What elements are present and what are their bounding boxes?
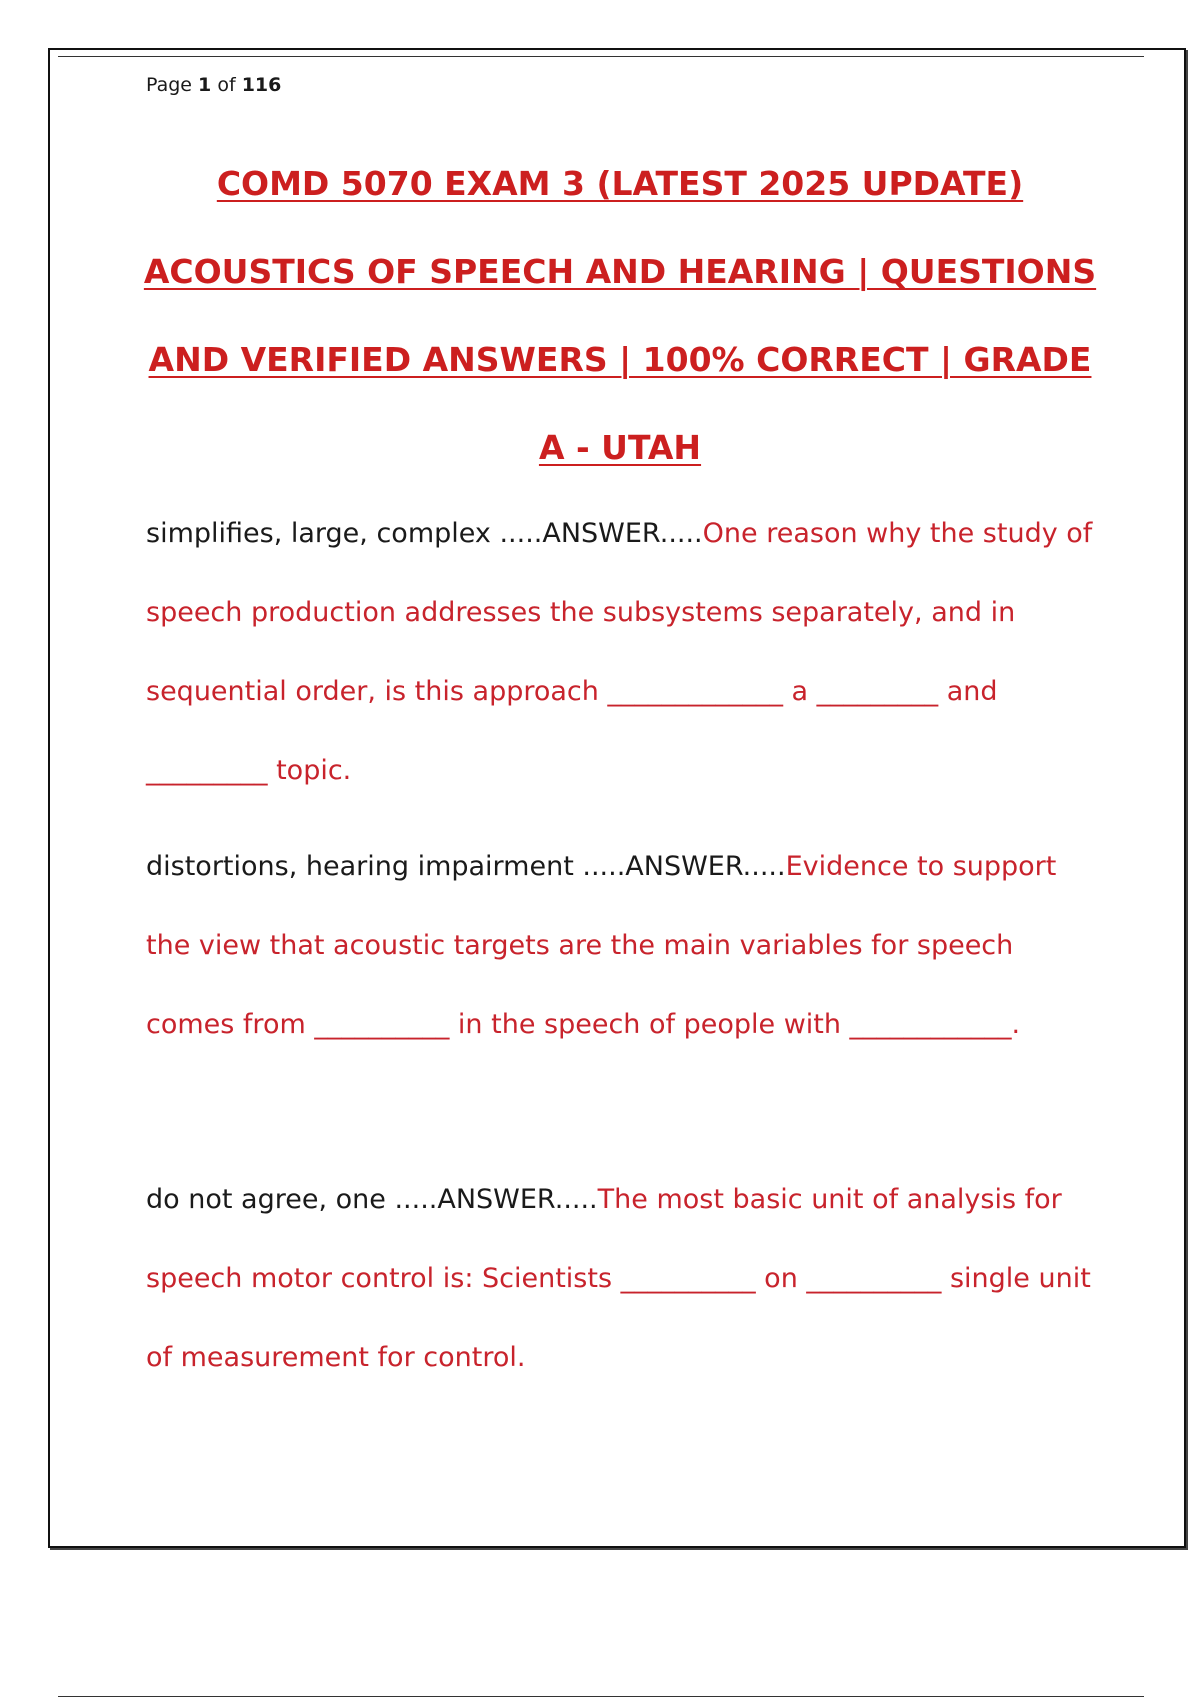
frame-shadow-right xyxy=(1186,50,1188,1550)
qa-item xyxy=(146,494,1096,810)
qa-separator: .....ANSWER..... xyxy=(385,1184,598,1215)
page-current: 1 xyxy=(198,74,212,96)
title-text: A - UTAH xyxy=(538,428,702,467)
qa-separator: .....ANSWER..... xyxy=(490,518,703,549)
page-number xyxy=(146,74,281,96)
title-line xyxy=(100,404,1140,492)
qa-answer: One reason why the study of speech production addresses the subsystems separately, and in sequential order, is this approach _____________ a _________ and _________ topic. xyxy=(146,518,1093,786)
qa-term: simplifies, large, complex xyxy=(146,518,491,549)
title-line xyxy=(100,316,1140,404)
qa-term: do not agree, one xyxy=(146,1184,386,1215)
title-line xyxy=(100,140,1140,228)
title-text: COMD 5070 EXAM 3 (LATEST 2025 UPDATE) xyxy=(216,164,1024,203)
qa-item xyxy=(146,827,1096,1064)
qa-answer: Evidence to support the view that acoustic targets are the main variables for speech comes from __________ in the speech of people with ____________. xyxy=(146,851,1057,1040)
page-label: Page xyxy=(146,74,192,96)
qa-answer: The most basic unit of analysis for speech motor control is: Scientists __________ on __________ single unit of measurement for control. xyxy=(146,1184,1091,1373)
title-text: ACOUSTICS OF SPEECH AND HEARING | QUESTIONS xyxy=(143,252,1097,291)
qa-separator: .....ANSWER..... xyxy=(573,851,786,882)
document-title xyxy=(100,140,1140,492)
page-total: 116 xyxy=(241,74,282,96)
title-text: AND VERIFIED ANSWERS | 100% CORRECT | GRADE xyxy=(148,340,1092,379)
page-of-label: of xyxy=(217,74,236,96)
next-page-rule xyxy=(58,1696,1144,1697)
frame-shadow-bottom xyxy=(50,1548,1188,1550)
frame-top-rule xyxy=(58,56,1144,57)
qa-item xyxy=(146,1160,1096,1397)
title-line xyxy=(100,228,1140,316)
qa-term: distortions, hearing impairment xyxy=(146,851,574,882)
